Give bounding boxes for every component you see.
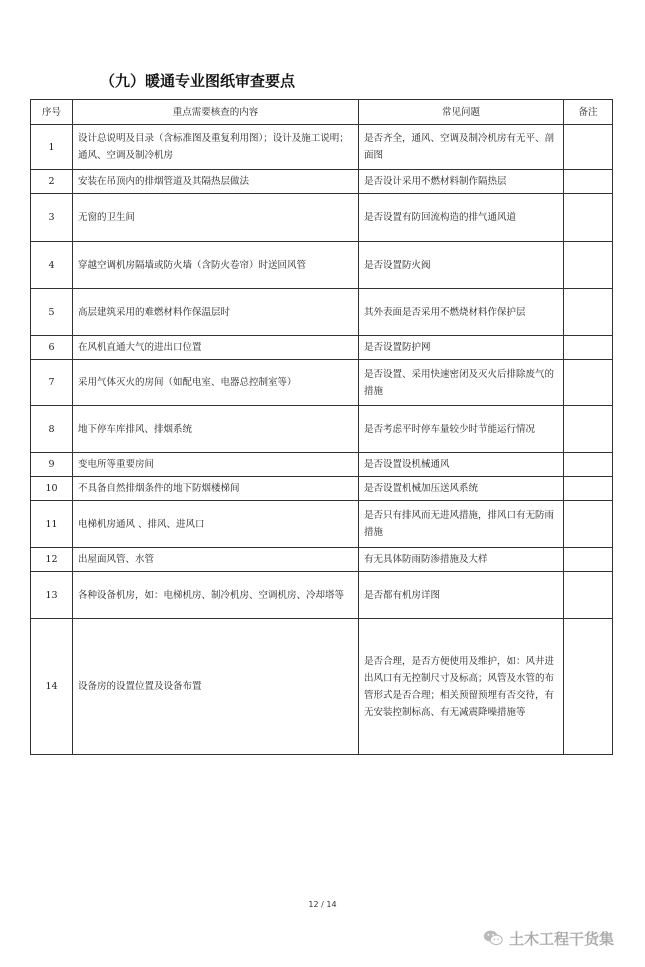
row-issue: 是否齐全，通风、空调及制冷机房有无平、剖面图 <box>359 125 564 170</box>
row-content: 变电所等重要房间 <box>73 453 359 477</box>
table-row <box>31 242 613 289</box>
row-no: 7 <box>31 360 73 406</box>
row-no: 11 <box>31 501 73 548</box>
row-issue: 其外表面是否采用不燃烧材料作保护层 <box>359 289 564 336</box>
table-header-row <box>31 100 613 125</box>
row-note <box>564 406 613 453</box>
row-no: 12 <box>31 548 73 572</box>
table-row <box>31 170 613 194</box>
row-note <box>564 242 613 289</box>
row-no: 2 <box>31 170 73 194</box>
row-content: 安装在吊顶内的排烟管道及其隔热层做法 <box>73 170 359 194</box>
row-note <box>564 477 613 501</box>
row-issue: 是否考虑平时停车量较少时节能运行情况 <box>359 406 564 453</box>
row-content: 高层建筑采用的难燃材料作保温层时 <box>73 289 359 336</box>
row-content: 各种设备机房，如：电梯机房、制冷机房、空调机房、冷却塔等 <box>73 572 359 619</box>
row-note <box>564 360 613 406</box>
row-no: 10 <box>31 477 73 501</box>
table-row <box>31 572 613 619</box>
row-note <box>564 336 613 360</box>
row-content: 设备房的设置位置及设备布置 <box>73 619 359 755</box>
row-issue: 是否设置防护网 <box>359 336 564 360</box>
header-issue: 常见问题 <box>359 100 564 125</box>
row-note <box>564 453 613 477</box>
row-content: 穿越空调机房隔墙或防火墙（含防火卷帘）时送回风管 <box>73 242 359 289</box>
row-issue: 有无具体防雨防渗措施及大样 <box>359 548 564 572</box>
row-issue: 是否设置机械加压送风系统 <box>359 477 564 501</box>
row-issue: 是否都有机房详图 <box>359 572 564 619</box>
row-note <box>564 572 613 619</box>
row-issue: 是否只有排风而无进风措施，排风口有无防雨措施 <box>359 501 564 548</box>
row-issue: 是否设置、采用快速密闭及灭火后排除废气的措施 <box>359 360 564 406</box>
row-content: 出屋面风管、水管 <box>73 548 359 572</box>
row-no: 8 <box>31 406 73 453</box>
table-row <box>31 336 613 360</box>
row-issue: 是否设置设机械通风 <box>359 453 564 477</box>
row-issue: 是否设置防火阀 <box>359 242 564 289</box>
row-note <box>564 125 613 170</box>
row-no: 9 <box>31 453 73 477</box>
page-number: 12 / 14 <box>308 900 337 909</box>
row-content: 无窗的卫生间 <box>73 194 359 242</box>
table-row <box>31 125 613 170</box>
table-row <box>31 194 613 242</box>
table-row <box>31 548 613 572</box>
row-content: 设计总说明及目录（含标准图及重复利用图）；设计及施工说明；通风、空调及制冷机房 <box>73 125 359 170</box>
row-issue: 是否合理，是否方便使用及维护，如：风井进出风口有无控制尺寸及标高；风管及水管的布管形式是否合理；相关预留预埋有否交待，有无安装控制标高、有无减震降噪措施等 <box>359 619 564 755</box>
review-table <box>30 99 613 755</box>
watermark <box>482 927 614 949</box>
header-no: 序号 <box>31 100 73 125</box>
row-no: 3 <box>31 194 73 242</box>
row-no: 4 <box>31 242 73 289</box>
table-row <box>31 619 613 755</box>
watermark-text: 土木工程干货集 <box>509 929 615 948</box>
header-content: 重点需要核查的内容 <box>73 100 359 125</box>
row-no: 13 <box>31 572 73 619</box>
row-issue: 是否设置有防回流构造的排气通风道 <box>359 194 564 242</box>
table-row <box>31 360 613 406</box>
table-row <box>31 406 613 453</box>
row-note <box>564 194 613 242</box>
row-no: 14 <box>31 619 73 755</box>
row-no: 6 <box>31 336 73 360</box>
header-note: 备注 <box>564 100 613 125</box>
table-row <box>31 453 613 477</box>
row-issue: 是否设计采用不燃材料制作隔热层 <box>359 170 564 194</box>
row-content: 地下停车库排风、排烟系统 <box>73 406 359 453</box>
row-note <box>564 289 613 336</box>
row-content: 电梯机房通风 、排风、进风口 <box>73 501 359 548</box>
table-row <box>31 289 613 336</box>
row-note <box>564 501 613 548</box>
row-content: 不具备自然排烟条件的地下防烟楼梯间 <box>73 477 359 501</box>
row-note <box>564 619 613 755</box>
page-title: （九）暖通专业图纸审查要点 <box>100 72 296 90</box>
row-content: 在风机直通大气的进出口位置 <box>73 336 359 360</box>
row-note <box>564 548 613 572</box>
wechat-icon <box>482 927 504 949</box>
table-row <box>31 501 613 548</box>
row-no: 5 <box>31 289 73 336</box>
row-note <box>564 170 613 194</box>
row-content: 采用气体灭火的房间（如配电室、电器总控制室等） <box>73 360 359 406</box>
table-row <box>31 477 613 501</box>
row-no: 1 <box>31 125 73 170</box>
